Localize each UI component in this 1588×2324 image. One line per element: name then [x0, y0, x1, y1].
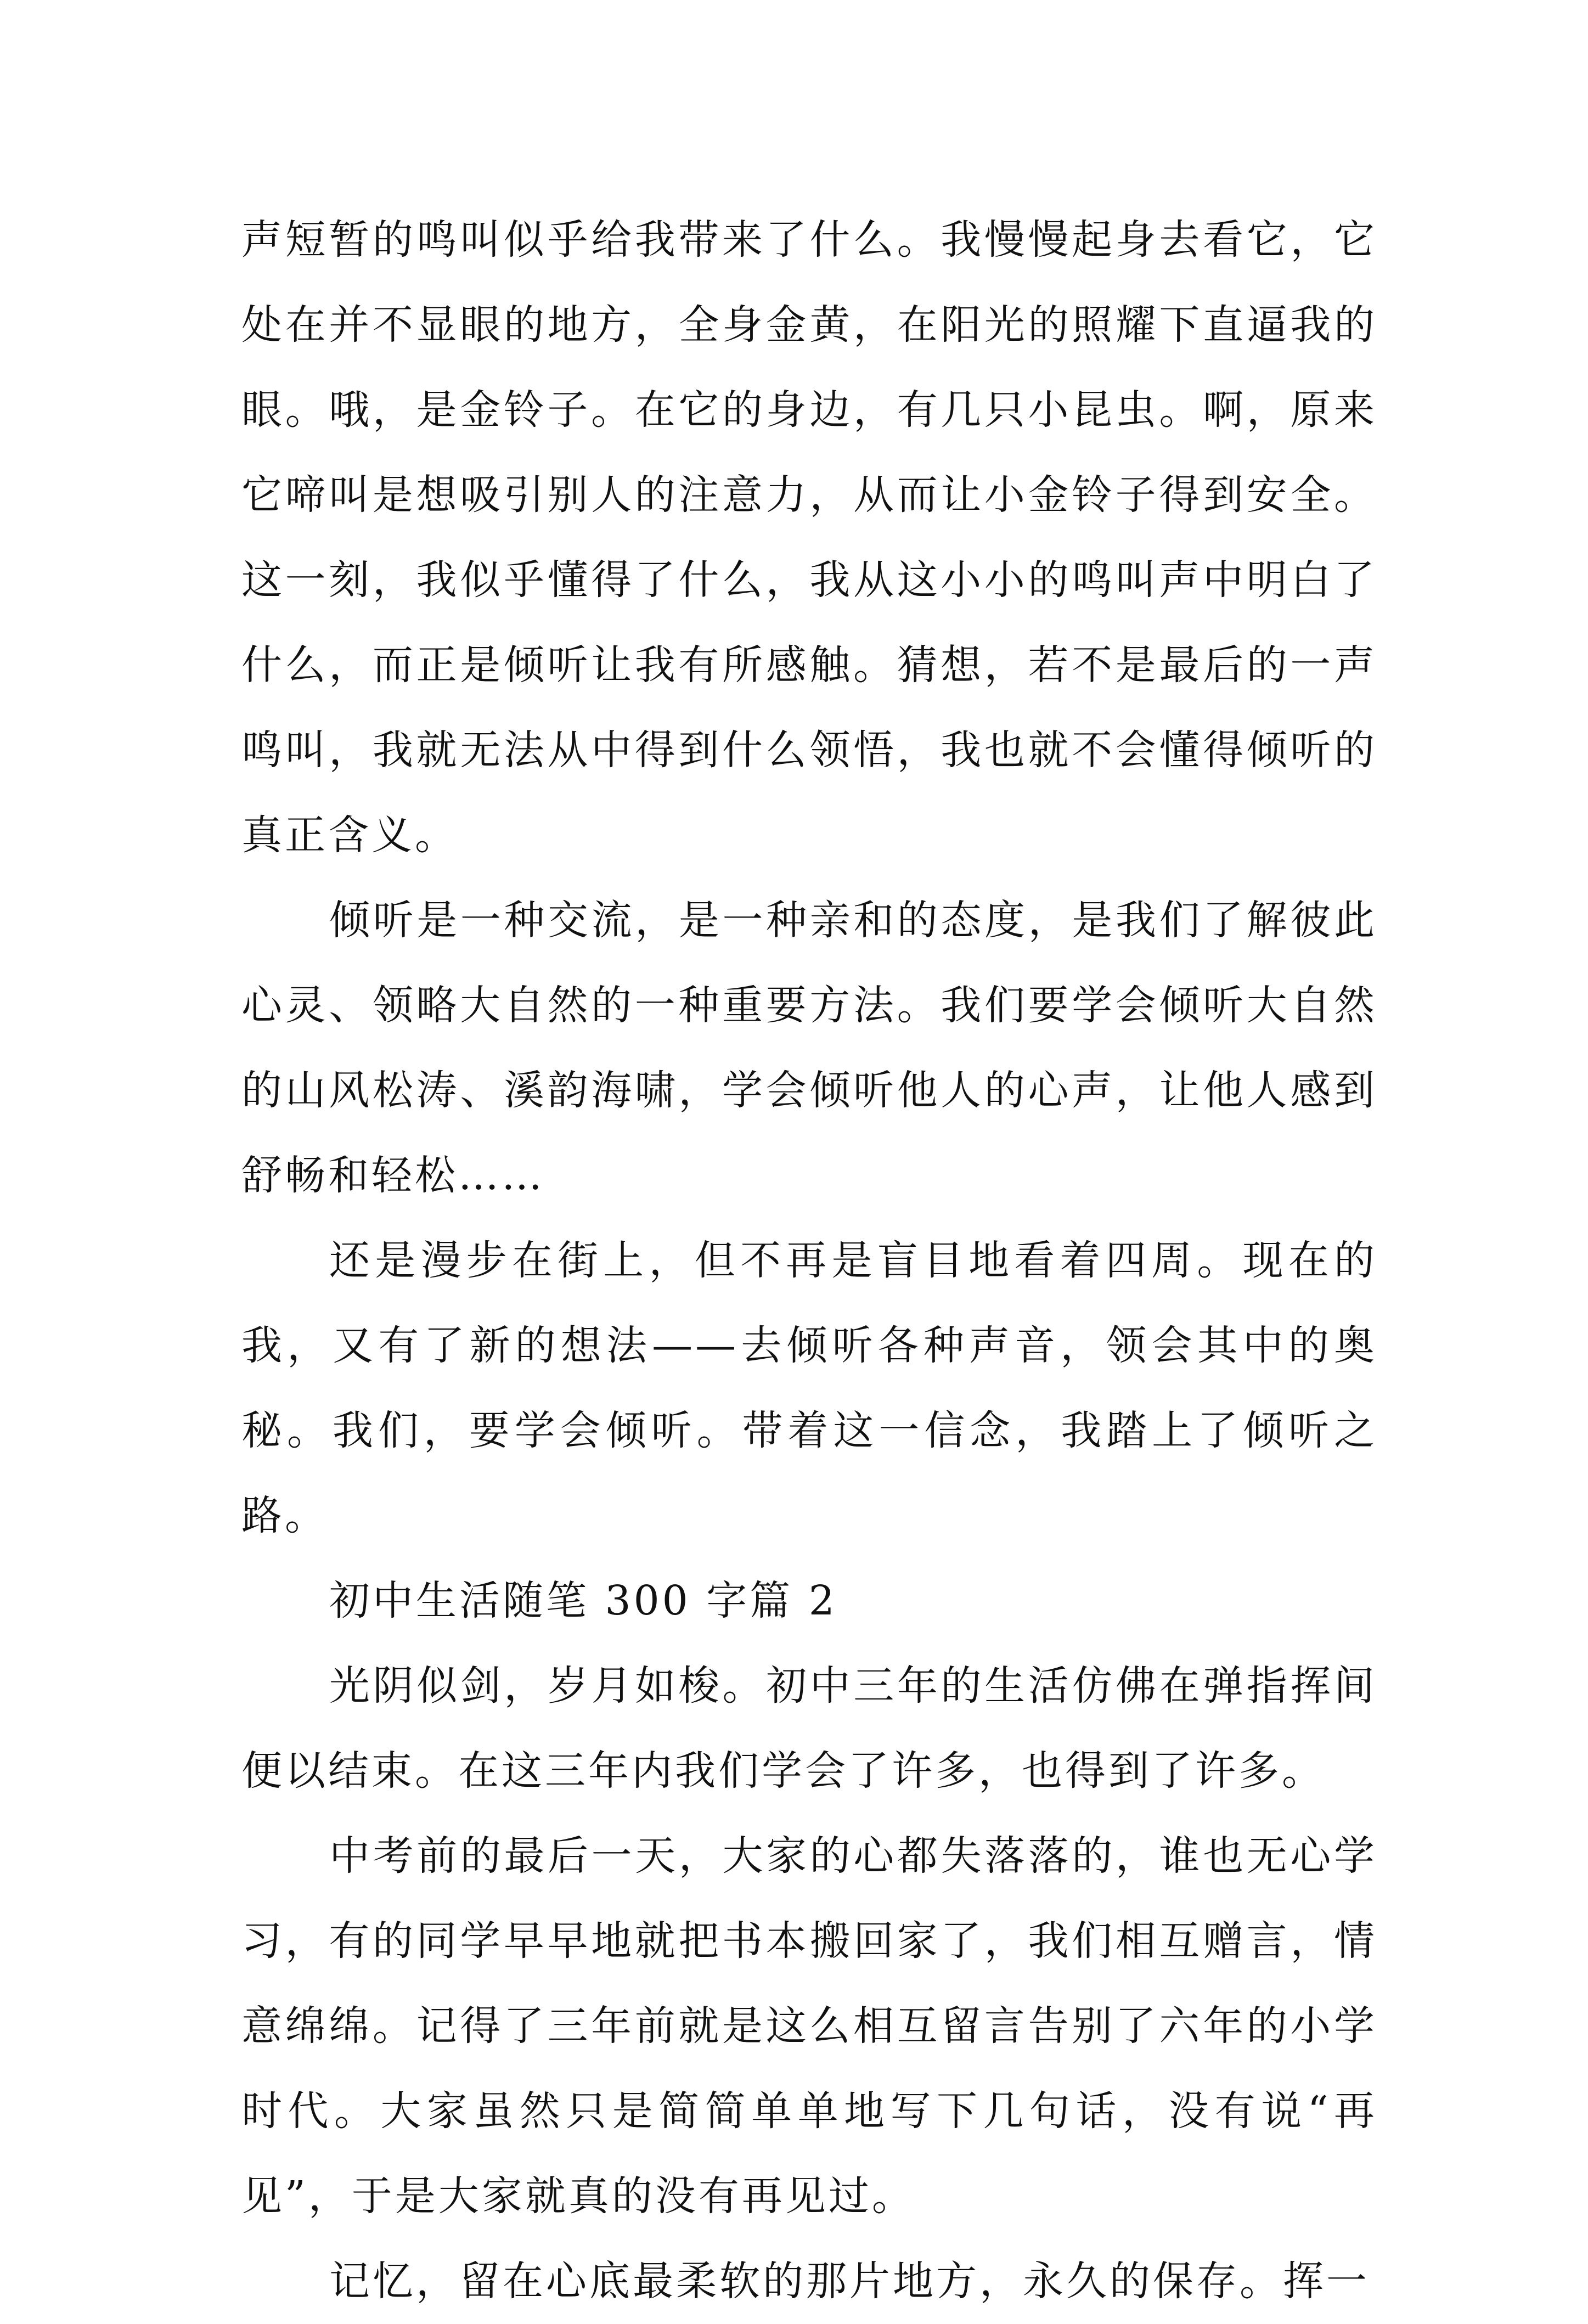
- paragraph-listening-meaning: 倾听是一种交流，是一种亲和的态度，是我们了解彼此心灵、领略大自然的一种重要方法。我们要学会倾听大自然的山风松涛、溪韵海啸，学会倾听他人的心声，让他人感到舒畅和轻松……: [241, 897, 1377, 1199]
- document-page: [241, 198, 1377, 2324]
- paragraph-walking-street: 还是漫步在街上，但不再是盲目地看着四周。现在的我，又有了新的想法——去倾听各种声音，领会其中的奥秘。我们，要学会倾听。带着这一信念，我踏上了倾听之路。: [241, 1237, 1377, 1539]
- paragraph-memory: 记忆，留在心底最柔软的那片地方，永久的保存。挥一: [329, 2258, 1370, 2305]
- section-heading: 初中生活随笔 300 字篇 2: [329, 1577, 837, 1624]
- paragraph-listening-story: 声短暂的鸣叫似乎给我带来了什么。我慢慢起身去看它，它处在并不显眼的地方，全身金黄，在阳光的照耀下直逼我的眼。哦，是金铃子。在它的身边，有几只小昆虫。啊，原来它啼叫是想吸引别人的注意力，从而让小金铃子得到安全。这一刻，我似乎懂得了什么，我从这小小的鸣叫声中明白了什么，而正是倾听让我有所感触。猜想，若不是最后的一声鸣叫，我就无法从中得到什么领悟，我也就不会懂得倾听的真正含义。: [241, 216, 1377, 859]
- paragraph-time-flies: 光阴似剑，岁月如梭。初中三年的生活仿佛在弹指挥间便以结束。在这三年内我们学会了许多，也得到了许多。: [241, 1662, 1377, 1794]
- paragraph-last-day: 中考前的最后一天，大家的心都失落落的，谁也无心学习，有的同学早早地就把书本搬回家了，我们相互赠言，情意绵绵。记得了三年前就是这么相互留言告别了六年的小学时代。大家虽然只是简简单单地写下几句话，没有说“再见”，于是大家就真的没有再见过。: [241, 1832, 1377, 2220]
